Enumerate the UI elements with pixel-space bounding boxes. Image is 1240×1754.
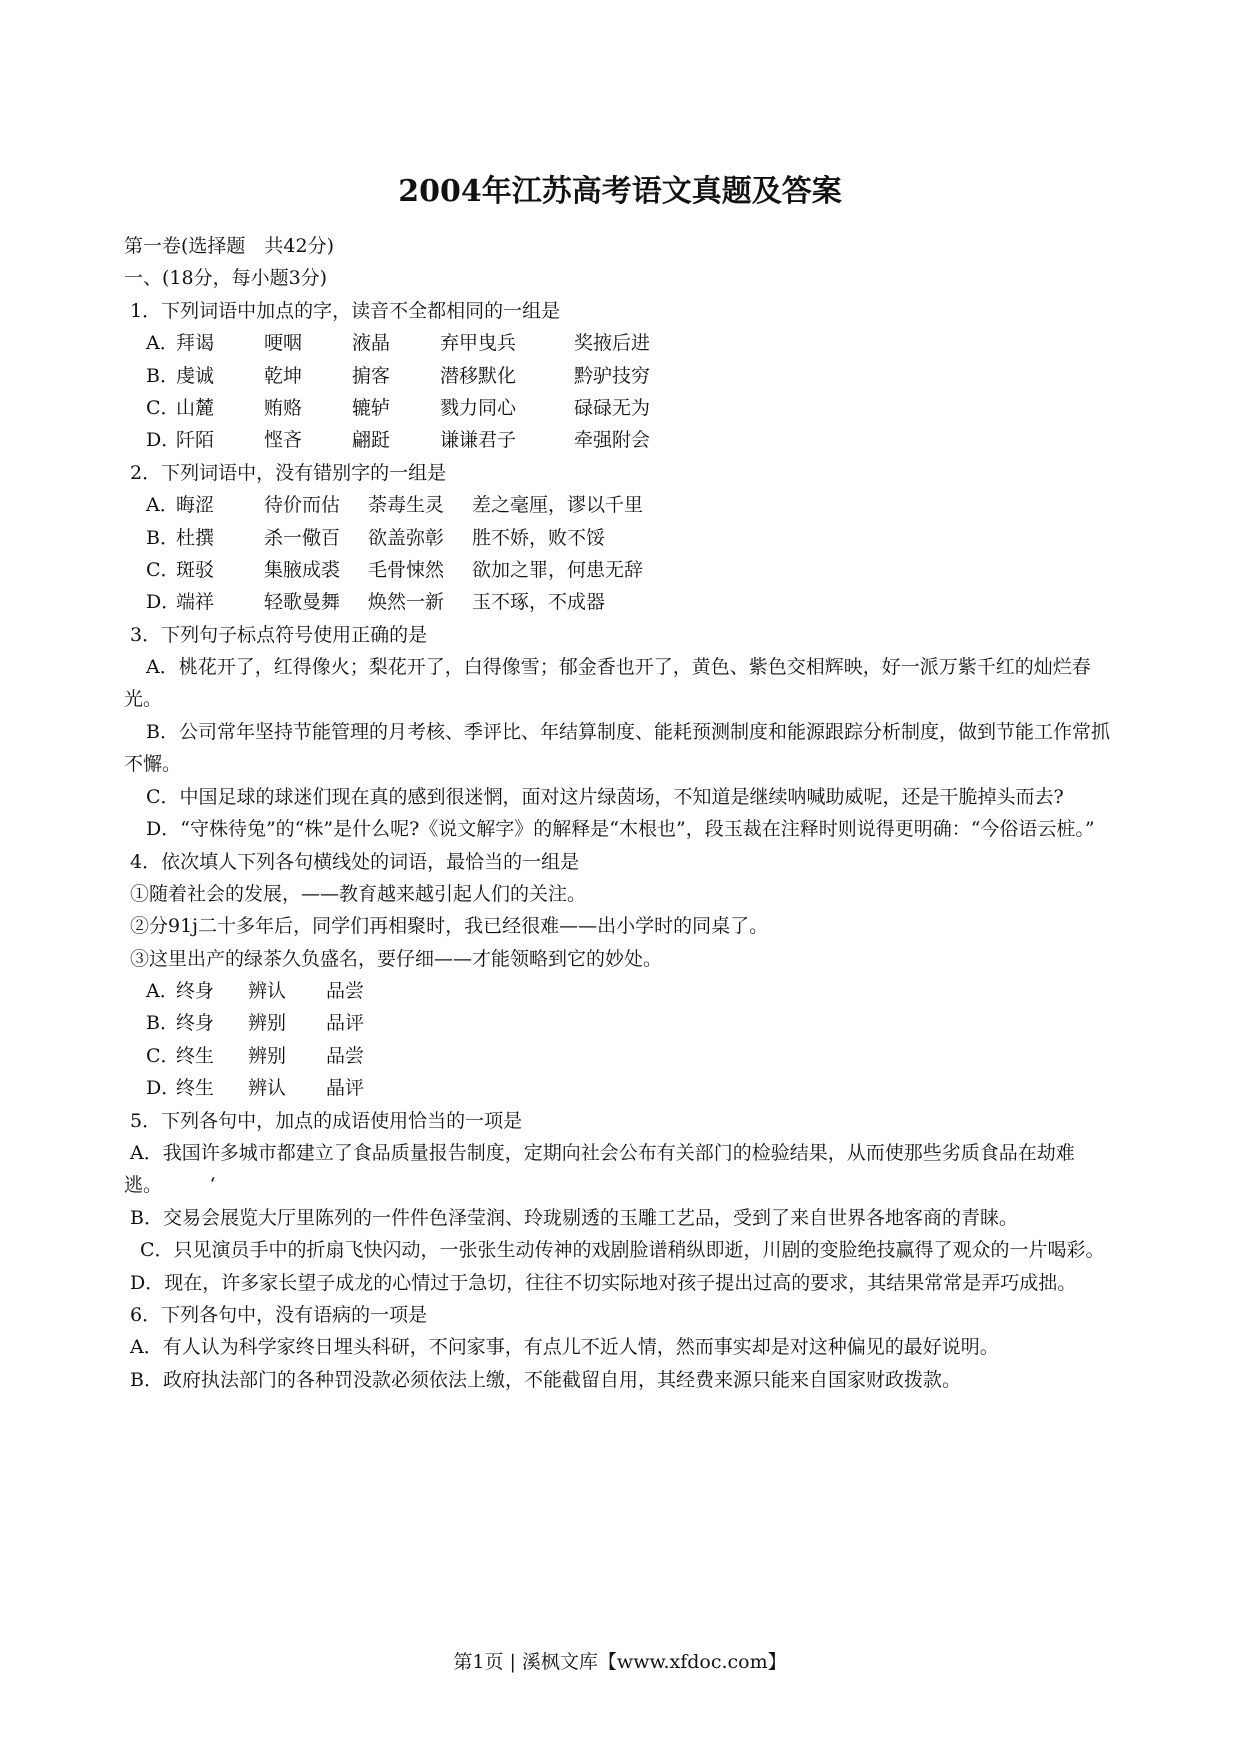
document-body xyxy=(124,230,1122,1396)
option-word: 焕然一新 xyxy=(368,591,445,614)
option-word: 哽咽 xyxy=(264,332,303,355)
q6-option-b: B．政府执法部门的各种罚没款必须依法上缴，不能截留自用，其经费来源只能来自国家财政拨款。 xyxy=(130,1368,961,1391)
option-word: 辨认 xyxy=(248,980,287,1003)
option-word: 辨别 xyxy=(248,1044,287,1067)
option-word: 胜不娇，败不馁 xyxy=(472,526,606,549)
option-word: 弃甲曳兵 xyxy=(440,332,517,355)
q3-option-c: C．中国足球的球迷们现在真的感到很迷惘，面对这片绿茵场，不知道是继续呐喊助威呢，还是干脆掉头而去? xyxy=(146,785,1064,808)
option-word: 集腋成裘 xyxy=(264,558,341,581)
option-letter: C． xyxy=(146,1044,180,1067)
option-word: 阡陌 xyxy=(176,429,215,452)
option-word: 欲盖弥彰 xyxy=(368,526,445,549)
option-word: 戮力同心 xyxy=(440,396,517,419)
q2-option-a xyxy=(124,489,1122,521)
option-word: 液晶 xyxy=(352,332,391,355)
question-1-stem: 1．下列词语中加点的字，读音不全都相同的一组是 xyxy=(130,299,561,322)
option-word: 潜移默化 xyxy=(440,364,517,387)
option-letter: D． xyxy=(146,1077,181,1100)
q5-option-b: B．交易会展览大厅里陈列的一件件色泽莹润、玲珑剔透的玉雕工艺品，受到了来自世界各地客商的青睐。 xyxy=(130,1206,1018,1229)
q1-option-c xyxy=(124,392,1122,424)
option-word: 端祥 xyxy=(176,591,215,614)
q5-option-a: A．我国许多城市都建立了食品质量报告制度，定期向社会公布有关部门的检验结果，从而使那些劣质食品在劫难逃。 ‘ xyxy=(124,1142,1075,1197)
q6-option-a: A．有人认为科学家终日埋头科研，不问家事，有点儿不近人情，然而事实却是对这种偏见的最好说明。 xyxy=(130,1336,999,1359)
q2-option-d xyxy=(124,586,1122,618)
option-word: 杀一儆百 xyxy=(264,526,341,549)
option-letter: B． xyxy=(146,1012,179,1035)
option-letter: A． xyxy=(146,332,179,355)
question-6-stem: 6．下列各句中，没有语病的一项是 xyxy=(130,1304,428,1327)
question-3-stem: 3．下列句子标点符号使用正确的是 xyxy=(130,623,428,646)
option-word: 终身 xyxy=(176,980,215,1003)
option-word: 晦涩 xyxy=(176,494,215,517)
question-4-stem: 4．依次填人下列各句横线处的词语，最恰当的一组是 xyxy=(130,850,580,873)
q4-sentence-3: ③这里出产的绿茶久负盛名，要仔细——才能领略到它的妙处。 xyxy=(130,947,663,970)
q4-option-c xyxy=(124,1040,1122,1072)
option-letter: D． xyxy=(146,429,181,452)
q5-option-c: C．只见演员手中的折扇飞快闪动，一张张生动传神的戏剧脸谱稍纵即逝，川剧的变脸绝技赢得了观众的一片喝彩。 xyxy=(140,1239,1105,1262)
option-word: 终生 xyxy=(176,1077,215,1100)
q1-option-a xyxy=(124,327,1122,359)
option-word: 乾坤 xyxy=(264,364,303,387)
option-word: 毛骨悚然 xyxy=(368,558,445,581)
option-word: 碌碌无为 xyxy=(574,396,651,419)
q3-option-b: B．公司常年坚持节能管理的月考核、季评比、年结算制度、能耗预测制度和能源跟踪分析制度，做到节能工作常抓不懈。 xyxy=(124,720,1110,776)
q2-option-c xyxy=(124,554,1122,586)
option-word: 掮客 xyxy=(352,364,391,387)
question-2-stem: 2．下列词语中，没有错别字的一组是 xyxy=(130,461,447,484)
q4-option-d xyxy=(124,1072,1122,1104)
option-word: 品尝 xyxy=(326,1044,365,1067)
option-letter: B． xyxy=(146,526,179,549)
option-letter: D． xyxy=(146,591,181,614)
page-footer: 第1页 | 溪枫文库【www.xfdoc.com】 xyxy=(453,1651,787,1673)
part-heading: 一、(18分，每小题3分) xyxy=(124,267,328,290)
q3-option-a: A．桃花开了，红得像火；梨花开了，白得像雪；郁金香也开了，黄色、紫色交相辉映，好一派万紫千红的灿烂春光。 xyxy=(124,656,1091,711)
option-letter: C． xyxy=(146,396,180,419)
q4-sentence-2: ②分91j二十多年后，同学们再相聚时，我已经很难——出小学时的同桌了。 xyxy=(130,915,769,938)
document-title: 2004年江苏高考语文真题及答案 xyxy=(398,174,842,209)
q1-option-d xyxy=(124,424,1122,456)
option-word: 轻歌曼舞 xyxy=(264,591,341,614)
question-5-stem: 5．下列各句中，加点的成语使用恰当的一项是 xyxy=(130,1109,523,1132)
q4-sentence-1: ①随着社会的发展，——教育越来越引起人们的关注。 xyxy=(130,882,587,905)
option-word: 牵强附会 xyxy=(574,429,651,452)
q1-option-b xyxy=(124,360,1122,392)
section-heading: 第一卷(选择题 共42分) xyxy=(124,235,335,257)
option-word: 斑驳 xyxy=(176,558,215,581)
option-word: 晶评 xyxy=(326,1077,365,1100)
option-word: 贿赂 xyxy=(264,396,303,419)
option-word: 拜谒 xyxy=(176,332,215,355)
option-word: 奖掖后进 xyxy=(574,332,651,355)
option-word: 黔驴技穷 xyxy=(574,364,651,387)
option-word: 品尝 xyxy=(326,980,365,1003)
option-word: 玉不琢，不成器 xyxy=(472,591,606,614)
option-word: 终生 xyxy=(176,1044,215,1067)
option-word: 品评 xyxy=(326,1012,365,1035)
option-letter: A． xyxy=(146,980,179,1003)
option-word: 山麓 xyxy=(176,396,215,419)
option-word: 欲加之罪，何患无辞 xyxy=(472,558,644,581)
option-word: 差之毫厘，谬以千里 xyxy=(472,494,644,517)
option-word: 辨别 xyxy=(248,1012,287,1035)
option-word: 虔诚 xyxy=(176,364,215,387)
q4-option-b xyxy=(124,1007,1122,1039)
option-letter: B． xyxy=(146,364,179,387)
q2-option-b xyxy=(124,522,1122,554)
q5-option-d: D．现在，许多家长望子成龙的心情过于急切，往往不切实际地对孩子提出过高的要求，其结果常常是弄巧成拙。 xyxy=(130,1271,1077,1294)
option-letter: C． xyxy=(146,558,180,581)
option-word: 待价而估 xyxy=(264,494,341,517)
option-letter: A． xyxy=(146,494,179,517)
option-word: 杜撰 xyxy=(176,526,215,549)
q4-option-a xyxy=(124,975,1122,1007)
option-word: 荼毒生灵 xyxy=(368,494,445,517)
q3-option-d: D．“守株待兔”的“株”是什么呢?《说文解字》的解释是“木根也”，段玉裁在注释时则说得更明确：“今俗语云桩。” xyxy=(146,818,1095,841)
option-word: 终身 xyxy=(176,1012,215,1035)
option-word: 翩跹 xyxy=(352,429,391,452)
option-word: 辨认 xyxy=(248,1077,287,1100)
option-word: 谦谦君子 xyxy=(440,429,517,452)
option-word: 辘轳 xyxy=(352,396,391,419)
option-word: 悭吝 xyxy=(264,429,303,452)
